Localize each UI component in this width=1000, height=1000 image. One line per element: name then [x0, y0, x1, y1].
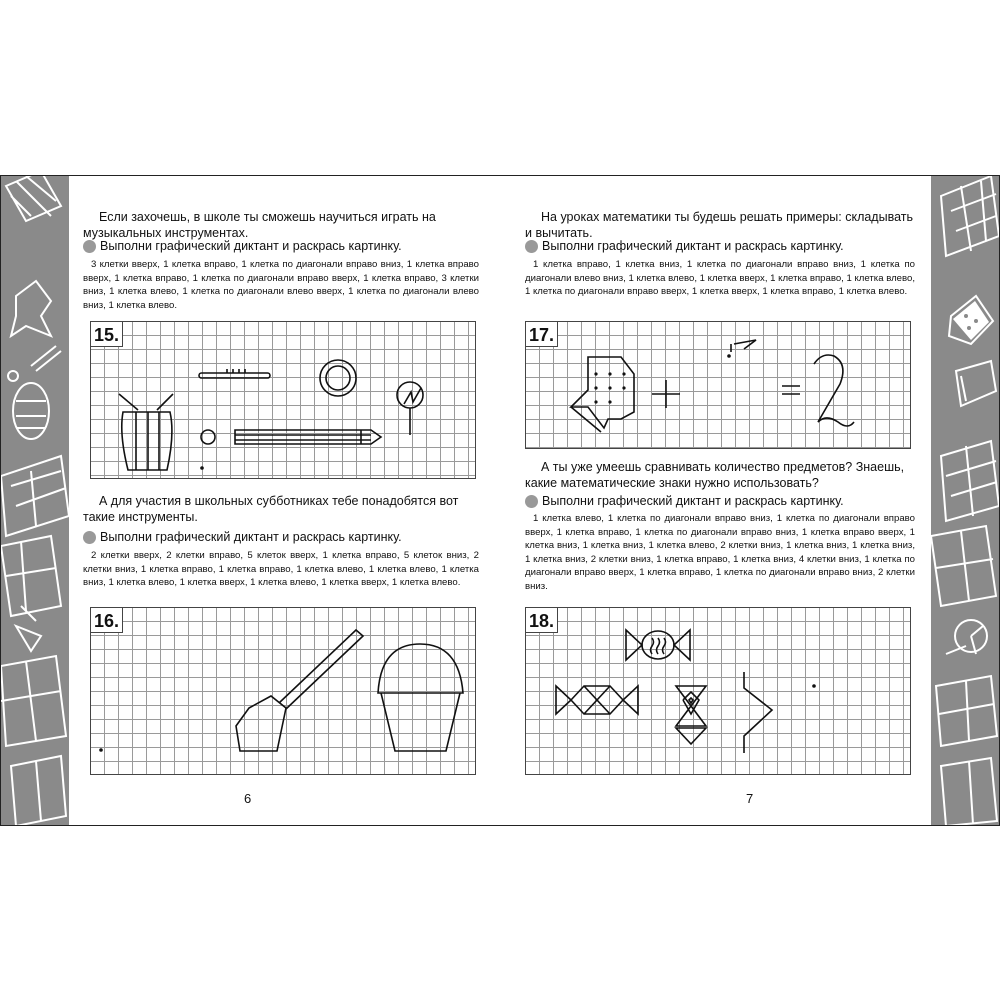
right-page [501, 176, 933, 825]
drawing-15 [91, 322, 476, 479]
task-label: Выполни графический диктант и раскрась картинку. [542, 494, 844, 508]
exercise-number: 16. [90, 607, 123, 633]
task-label: Выполни графический диктант и раскрась картинку. [100, 239, 402, 253]
drawing-16 [91, 608, 476, 775]
task-label: Выполни графический диктант и раскрась картинку. [542, 239, 844, 253]
dictation-text: 1 клетка вправо, 1 клетка вниз, 1 клетка по диагонали вправо вниз, 1 клетка по диагонали влево вниз, 1 клетка влево, 1 клетка вверх, 1 клетка вправо, 1 клетка влево, 1 клетка по диагонали вправо вверх, 1 клетка вверх, 1 клетка вправо, 1 клетка влево. [525, 259, 916, 297]
bullet-icon [525, 495, 538, 508]
task-instruction [525, 238, 844, 254]
dictation-text: 3 клетки вверх, 1 клетка вправо, 1 клетка по диагонали вправо вниз, 1 клетка вправо вверх, 1 клетка вправо, 1 клетка по диагонали вправо вверх, 1 клетка вправо, 3 клетки вниз, 1 клетка влево, 1 клетка по диагонали влево вверх, 1 клетка по диагонали влево вниз, 1 клетка влево. [83, 259, 479, 311]
bullet-icon [83, 531, 96, 544]
drawing-17 [526, 322, 911, 449]
page-number: 7 [746, 791, 754, 806]
intro-text: А ты уже умеешь сравнивать количество предметов? Знаешь, какие математические знаки нужно использовать? [525, 460, 905, 490]
intro-text: На уроках математики ты будешь решать примеры: складывать и вычитать. [525, 210, 914, 240]
exercise-number: 18. [525, 607, 558, 633]
task-instruction [83, 529, 402, 545]
exercise-grid-16 [90, 607, 476, 775]
task-instruction [83, 238, 402, 254]
right-decorative-border [931, 176, 999, 825]
exercise-number: 17. [525, 321, 558, 347]
school-doodles-right [931, 176, 999, 826]
left-page [69, 176, 501, 825]
drawing-18 [526, 608, 911, 775]
task-instruction [525, 493, 844, 509]
intro-text: А для участия в школьных субботниках тебе понадобятся вот такие инструменты. [83, 494, 459, 524]
intro-text: Если захочешь, в школе ты сможешь научиться играть на музыкальных инструментах. [83, 210, 436, 240]
page-number: 6 [244, 791, 252, 806]
bullet-icon [83, 240, 96, 253]
left-decorative-border [1, 176, 69, 825]
exercise-number: 15. [90, 321, 123, 347]
school-doodles-left [1, 176, 69, 826]
bullet-icon [525, 240, 538, 253]
exercise-grid-17 [525, 321, 911, 449]
dictation-text: 2 клетки вверх, 2 клетки вправо, 5 клеток вверх, 1 клетка вправо, 5 клеток вниз, 2 клетки вниз, 1 клетка вправо, 1 клетка вправо, 1 клетка влево, 1 клетка влево, 1 клетка вниз, 1 клетка влево, 1 клетка вверх, 1 клетка влево, 1 клетка вверх, 1 клетка влево. [83, 550, 479, 588]
task-label: Выполни графический диктант и раскрась картинку. [100, 530, 402, 544]
dictation-text: 1 клетка влево, 1 клетка по диагонали вправо вниз, 1 клетка по диагонали вправо вверх, 1 клетка вправо, 1 клетка по диагонали вправо вниз, 1 клетка вправо вверх, 1 клетка вниз, 1 клетка вниз, 1 клетка влево, 2 клетки вниз, 1 клетка вниз, 1 клетка вниз, 1 клетка вниз, 2 клетки вниз, 1 клетка вправо, 1 клетка вниз, 4 клетки вниз, 1 клетка по диагонали вправо вверх, 1 клетка вправо, 1 клетка по диагонали вправо вниз, 2 клетки вниз. [525, 513, 915, 592]
exercise-grid-15 [90, 321, 476, 479]
book-spread [0, 175, 1000, 826]
exercise-grid-18 [525, 607, 911, 775]
